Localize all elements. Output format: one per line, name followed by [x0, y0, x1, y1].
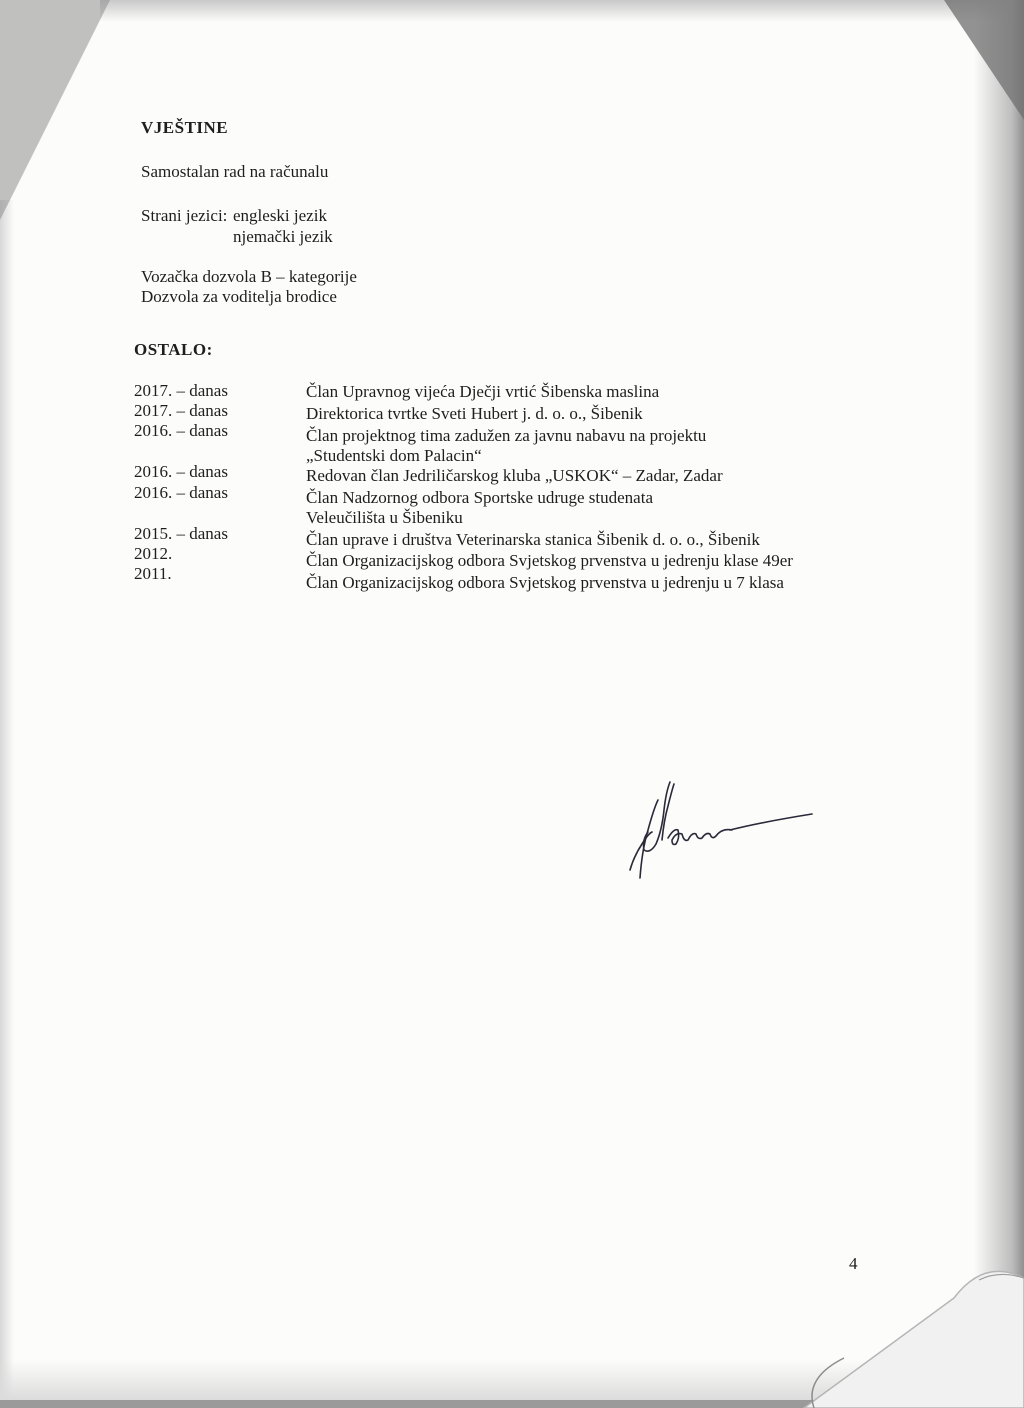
entry-text: Veleučilišta u Šibeniku — [306, 508, 463, 527]
entry-text: Član Nadzornog odbora Sportske udruge studenata — [306, 488, 653, 507]
license-item: Vozačka dozvola B – kategorije — [141, 267, 357, 286]
entry-year: 2015. – danas — [134, 524, 228, 543]
skill-computer: Samostalan rad na računalu — [141, 162, 329, 181]
entry-year: 2017. – danas — [134, 381, 228, 400]
entry-year: 2016. – danas — [134, 421, 228, 440]
scan-corner-top-right — [944, 0, 1024, 120]
license-item: Dozvola za voditelja brodice — [141, 287, 337, 306]
page-number: 4 — [849, 1254, 858, 1273]
entry-text: „Studentski dom Palacin“ — [306, 446, 482, 465]
entry-year: 2012. — [134, 544, 173, 563]
entry-text: Član uprave i društva Veterinarska stanica Šibenik d. o. o., Šibenik — [306, 530, 760, 549]
entry-text: Direktorica tvrtke Sveti Hubert j. d. o. o., Šibenik — [306, 404, 643, 423]
entry-year: 2016. – danas — [134, 483, 228, 502]
scan-corner-top-left — [0, 0, 110, 220]
entry-text: Redovan član Jedriličarskog kluba „USKOK“ – Zadar, Zadar — [306, 466, 723, 485]
entry-text: Član Organizacijskog odbora Svjetskog prvenstva u jedrenju klase 49er — [306, 551, 793, 570]
languages-label: Strani jezici: — [141, 206, 228, 225]
other-heading: OSTALO: — [134, 340, 213, 359]
entry-year: 2017. – danas — [134, 401, 228, 420]
entry-year: 2016. – danas — [134, 462, 228, 481]
skills-heading: VJEŠTINE — [141, 118, 229, 137]
entry-year: 2011. — [134, 564, 172, 583]
language-item: engleski jezik — [233, 206, 327, 225]
folded-corner-icon — [784, 1258, 1024, 1408]
scan-edge-right — [974, 0, 1024, 1408]
entry-text: Član projektnog tima zadužen za javnu nabavu na projektu — [306, 426, 707, 445]
language-item: njemački jezik — [233, 227, 333, 246]
handwritten-signature-icon — [612, 770, 822, 890]
scan-edge-left — [0, 200, 14, 1408]
entry-text: Član Upravnog vijeća Dječji vrtić Šibenska maslina — [306, 382, 660, 401]
scan-edge-top — [100, 0, 1024, 22]
entry-text: Član Organizacijskog odbora Svjetskog prvenstva u jedrenju u 7 klasa — [306, 573, 784, 592]
